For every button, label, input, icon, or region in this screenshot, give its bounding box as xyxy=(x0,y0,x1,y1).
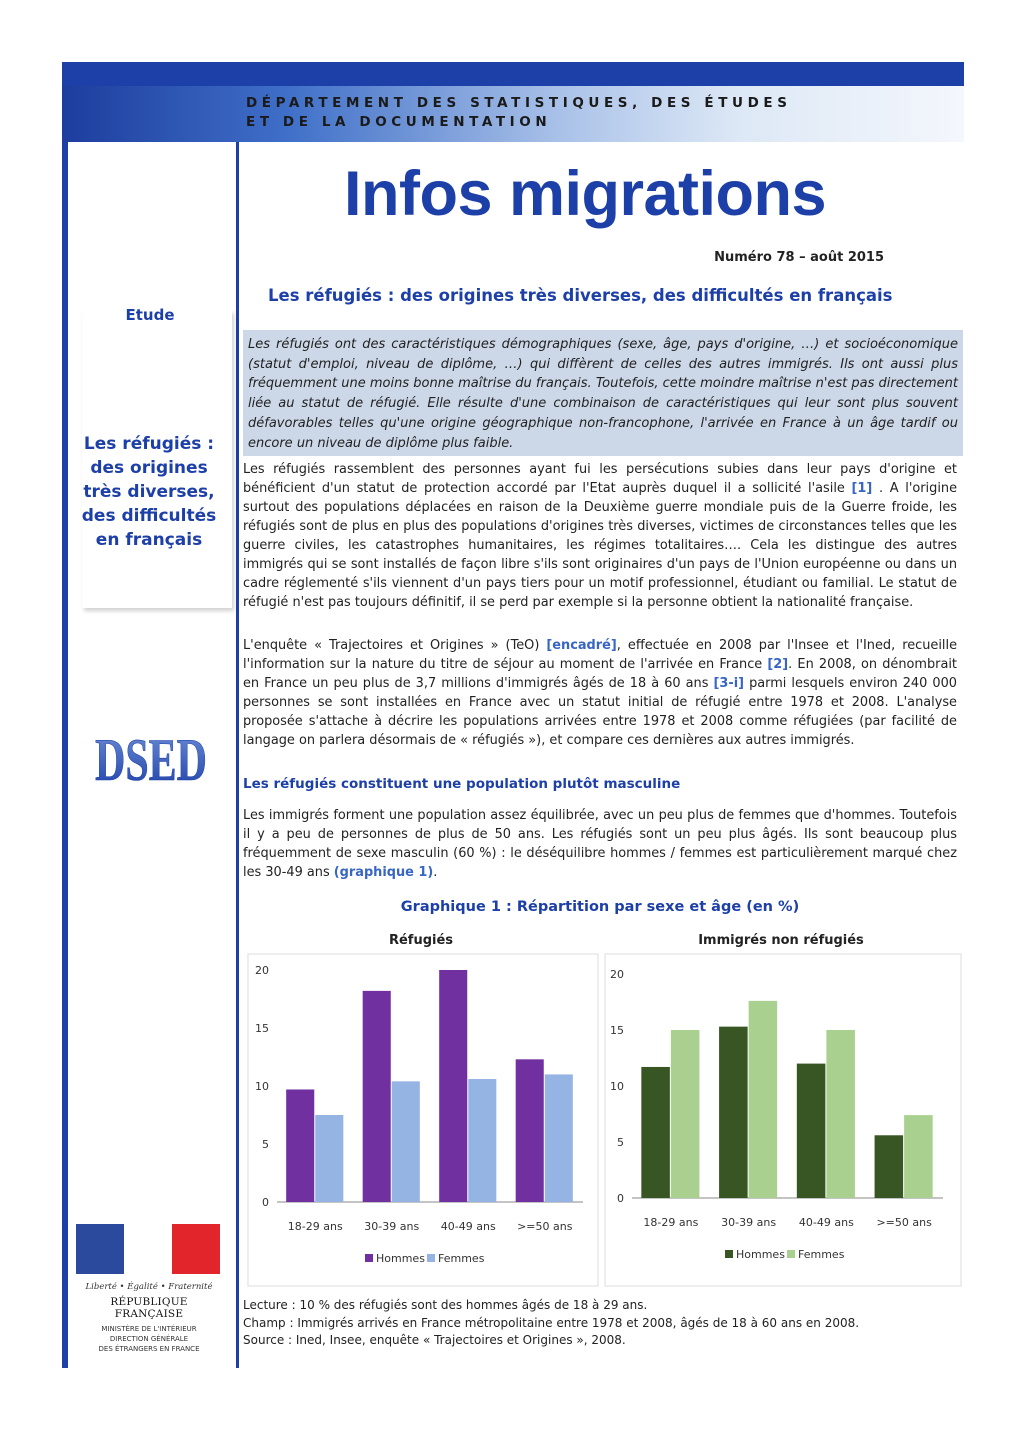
note-lecture: Lecture : 10 % des réfugiés sont des hommes âgés de 18 à 29 ans. xyxy=(243,1298,648,1312)
bar-femmes-2 xyxy=(749,1001,778,1198)
bar-hommes-4 xyxy=(875,1135,904,1198)
bar-femmes-1 xyxy=(315,1115,343,1202)
republic-logo xyxy=(76,1224,222,1354)
paragraph-3: Les immigrés forment une population assez équilibrée, avec un peu plus de femmes que d'hommes. Toutefois il y a peu de personnes de plus de 50 ans. Les réfugiés sont un peu plus âgés. Ils sont beaucoup plus fréquemment de sexe masculin (60 %) : le déséquilibre hommes / femmes est particulièrement marqué chez les 30-49 ans (graphique 1). xyxy=(243,808,957,880)
note-source: Source : Ined, Insee, enquête « Trajectoires et Origines », 2008. xyxy=(243,1333,626,1347)
column-divider xyxy=(236,142,239,1368)
paragraph-2: L'enquête « Trajectoires et Origines » (TeO) [encadré], effectuée en 2008 par l'Insee et l'Ined, recueille l'information sur la nature du titre de séjour au moment de l'arrivée en France [2]. En 2008, on dénombrait en France un peu plus de 3,7 millions d'immigrés âgés de 18 à 60 ans [3-i] parmi lesquels environ 240 000 personnes se sont installées en France avec un statut initial de réfugié entre 1978 et 2008. L'analyse proposée s'attache à décrire les populations arrivées entre 1978 et 2008 comme réfugiées (par facilité de langage on parlera désormais de « réfugiés »), et compare ces dernières aux autres immigrés. xyxy=(243,638,957,748)
chart-title: Graphique 1 : Répartition par sexe et âge (en %) xyxy=(400,899,800,915)
note-champ: Champ : Immigrés arrivés en France métropolitaine entre 1978 et 2008, âgés de 18 à 60 ans en 2008. xyxy=(243,1315,860,1330)
y-tick-label: 10 xyxy=(255,1080,269,1093)
legend-swatch xyxy=(725,1250,733,1258)
section-heading: Les réfugiés constituent une population plutôt masculine xyxy=(243,776,681,792)
ministry-name xyxy=(76,1324,222,1354)
y-tick-label: 20 xyxy=(255,964,269,977)
publication-title: Infos migrations xyxy=(344,159,827,229)
legend-swatch xyxy=(365,1254,373,1262)
y-tick-label: 5 xyxy=(262,1138,269,1151)
x-tick-label: 30-39 ans xyxy=(721,1216,777,1229)
rubric-label: Etude xyxy=(125,306,175,324)
ministry-line: DIRECTION GÉNÉRALE xyxy=(109,1335,189,1343)
republic-motto: Liberté • Égalité • Fraternité xyxy=(85,1282,213,1292)
sidebar-title-line: des origines xyxy=(90,458,208,478)
department-line-2: ET DE LA DOCUMENTATION xyxy=(246,114,552,130)
chart-subtitle: Réfugiés xyxy=(388,933,454,948)
bar-femmes-3 xyxy=(468,1079,496,1202)
x-tick-label: 18-29 ans xyxy=(287,1220,343,1233)
bar-hommes-3 xyxy=(439,970,467,1202)
sidebar-title-line: très diverses, xyxy=(83,482,215,502)
bar-hommes-1 xyxy=(641,1067,670,1198)
y-tick-label: 0 xyxy=(262,1196,269,1209)
sidebar-title xyxy=(70,432,228,552)
ministry-line: DES ÉTRANGERS EN FRANCE xyxy=(98,1345,200,1353)
bar-hommes-3 xyxy=(797,1064,826,1198)
sidebar-title-line: des difficultés xyxy=(81,506,217,526)
y-tick-label: 20 xyxy=(610,968,624,981)
reference-link[interactable]: [1] xyxy=(851,481,873,496)
y-tick-label: 15 xyxy=(610,1024,624,1037)
bar-femmes-1 xyxy=(671,1030,700,1198)
bar-hommes-1 xyxy=(286,1089,314,1202)
reference-link[interactable]: [2] xyxy=(767,657,789,672)
issue-number: Numéro 78 – août 2015 xyxy=(714,250,884,265)
department-line-1: DÉPARTEMENT DES STATISTIQUES, DES ÉTUDES xyxy=(246,95,792,111)
x-tick-label: 30-39 ans xyxy=(364,1220,420,1233)
republic-name: RÉPUBLIQUE FRANÇAISE xyxy=(110,1296,188,1320)
bar-femmes-3 xyxy=(826,1030,855,1198)
y-tick-label: 15 xyxy=(255,1022,269,1035)
bar-hommes-2 xyxy=(719,1027,748,1198)
y-tick-label: 10 xyxy=(610,1080,624,1093)
paragraph-1: Les réfugiés rassemblent des personnes ayant fui les persécutions subies dans leur pays d'origine et bénéficient d'un statut de protection accordé par l'Etat auprès duquel il a sollicité l'asile [1] . A l'origine surtout des populations déplacées en raison de la Deuxième guerre mondiale puis de la Guerre froide, les réfugiés sont de plus en plus des populations d'origines très diverses, victimes de circonstances telles que les guerre civiles, les catastrophes humanitaires, les régimes totalitaires…. Cela les distingue des autres immigrés qui se sont installés de façon libre s'ils sont originaires d'un pays de l'Union européenne ou dans un cadre réglementé s'ils viennent d'un pays tiers pour un motif professionnel, étudiant ou familial. Le statut de réfugié n'est pas toujours définitif, il se perd par exemple si la personne obtient la nationalité française. xyxy=(243,462,957,610)
legend-label: Femmes xyxy=(438,1252,485,1265)
marianne-flag-icon xyxy=(76,1224,220,1274)
y-tick-label: 5 xyxy=(617,1136,624,1149)
bar-hommes-4 xyxy=(516,1059,544,1202)
chart-subtitle: Immigrés non réfugiés xyxy=(698,933,864,948)
y-tick-label: 0 xyxy=(617,1192,624,1205)
bar-hommes-2 xyxy=(363,991,391,1202)
x-tick-label: 40-49 ans xyxy=(440,1220,496,1233)
dsed-logo-text: DSED xyxy=(95,727,207,793)
legend-label: Hommes xyxy=(736,1248,785,1261)
chart-notes xyxy=(243,1297,859,1350)
x-tick-label: >=50 ans xyxy=(876,1216,932,1229)
reference-link[interactable]: (graphique 1) xyxy=(333,865,434,880)
department-name xyxy=(246,94,792,132)
ministry-line: MINISTÈRE DE L'INTÉRIEUR xyxy=(101,1325,197,1333)
dsed-logo xyxy=(92,722,212,792)
article-title: Les réfugiés : des origines très diverses, des difficultés en français xyxy=(268,286,893,305)
reference-link[interactable]: [encadré] xyxy=(546,638,617,653)
legend-label: Hommes xyxy=(376,1252,425,1265)
bar-femmes-2 xyxy=(392,1081,420,1202)
legend-swatch xyxy=(787,1250,795,1258)
legend-label: Femmes xyxy=(798,1248,845,1261)
legend-swatch xyxy=(427,1254,435,1262)
sidebar-title-line: Les réfugiés : xyxy=(83,434,215,454)
charts-figure xyxy=(243,924,963,1290)
x-tick-label: 40-49 ans xyxy=(798,1216,854,1229)
sidebar-title-line: en français xyxy=(95,530,203,550)
header-top-strip xyxy=(62,62,964,86)
left-rule xyxy=(62,142,68,1368)
abstract-box: Les réfugiés ont des caractéristiques démographiques (sexe, âge, pays d'origine, …) et socioéconomique (statut d'emploi, niveau de diplôme, …) qui diffèrent de celles des autres immigrés. Ils ont aussi plus fréquemment une moins bonne maîtrise du français. Toutefois, cette moindre maîtrise n'est pas directement liée au statut de réfugié. Elle résulte d'une combinaison de caractéristiques qui leur sont plus souvent défavorables telles qu'une origine géographique non-francophone, l'arrivée en France à un âge tardif ou encore un niveau de diplôme plus faible. xyxy=(243,330,963,456)
bar-femmes-4 xyxy=(904,1115,933,1198)
x-tick-label: >=50 ans xyxy=(517,1220,573,1233)
reference-link[interactable]: [3-i] xyxy=(713,676,745,691)
bar-femmes-4 xyxy=(545,1074,573,1202)
x-tick-label: 18-29 ans xyxy=(643,1216,699,1229)
